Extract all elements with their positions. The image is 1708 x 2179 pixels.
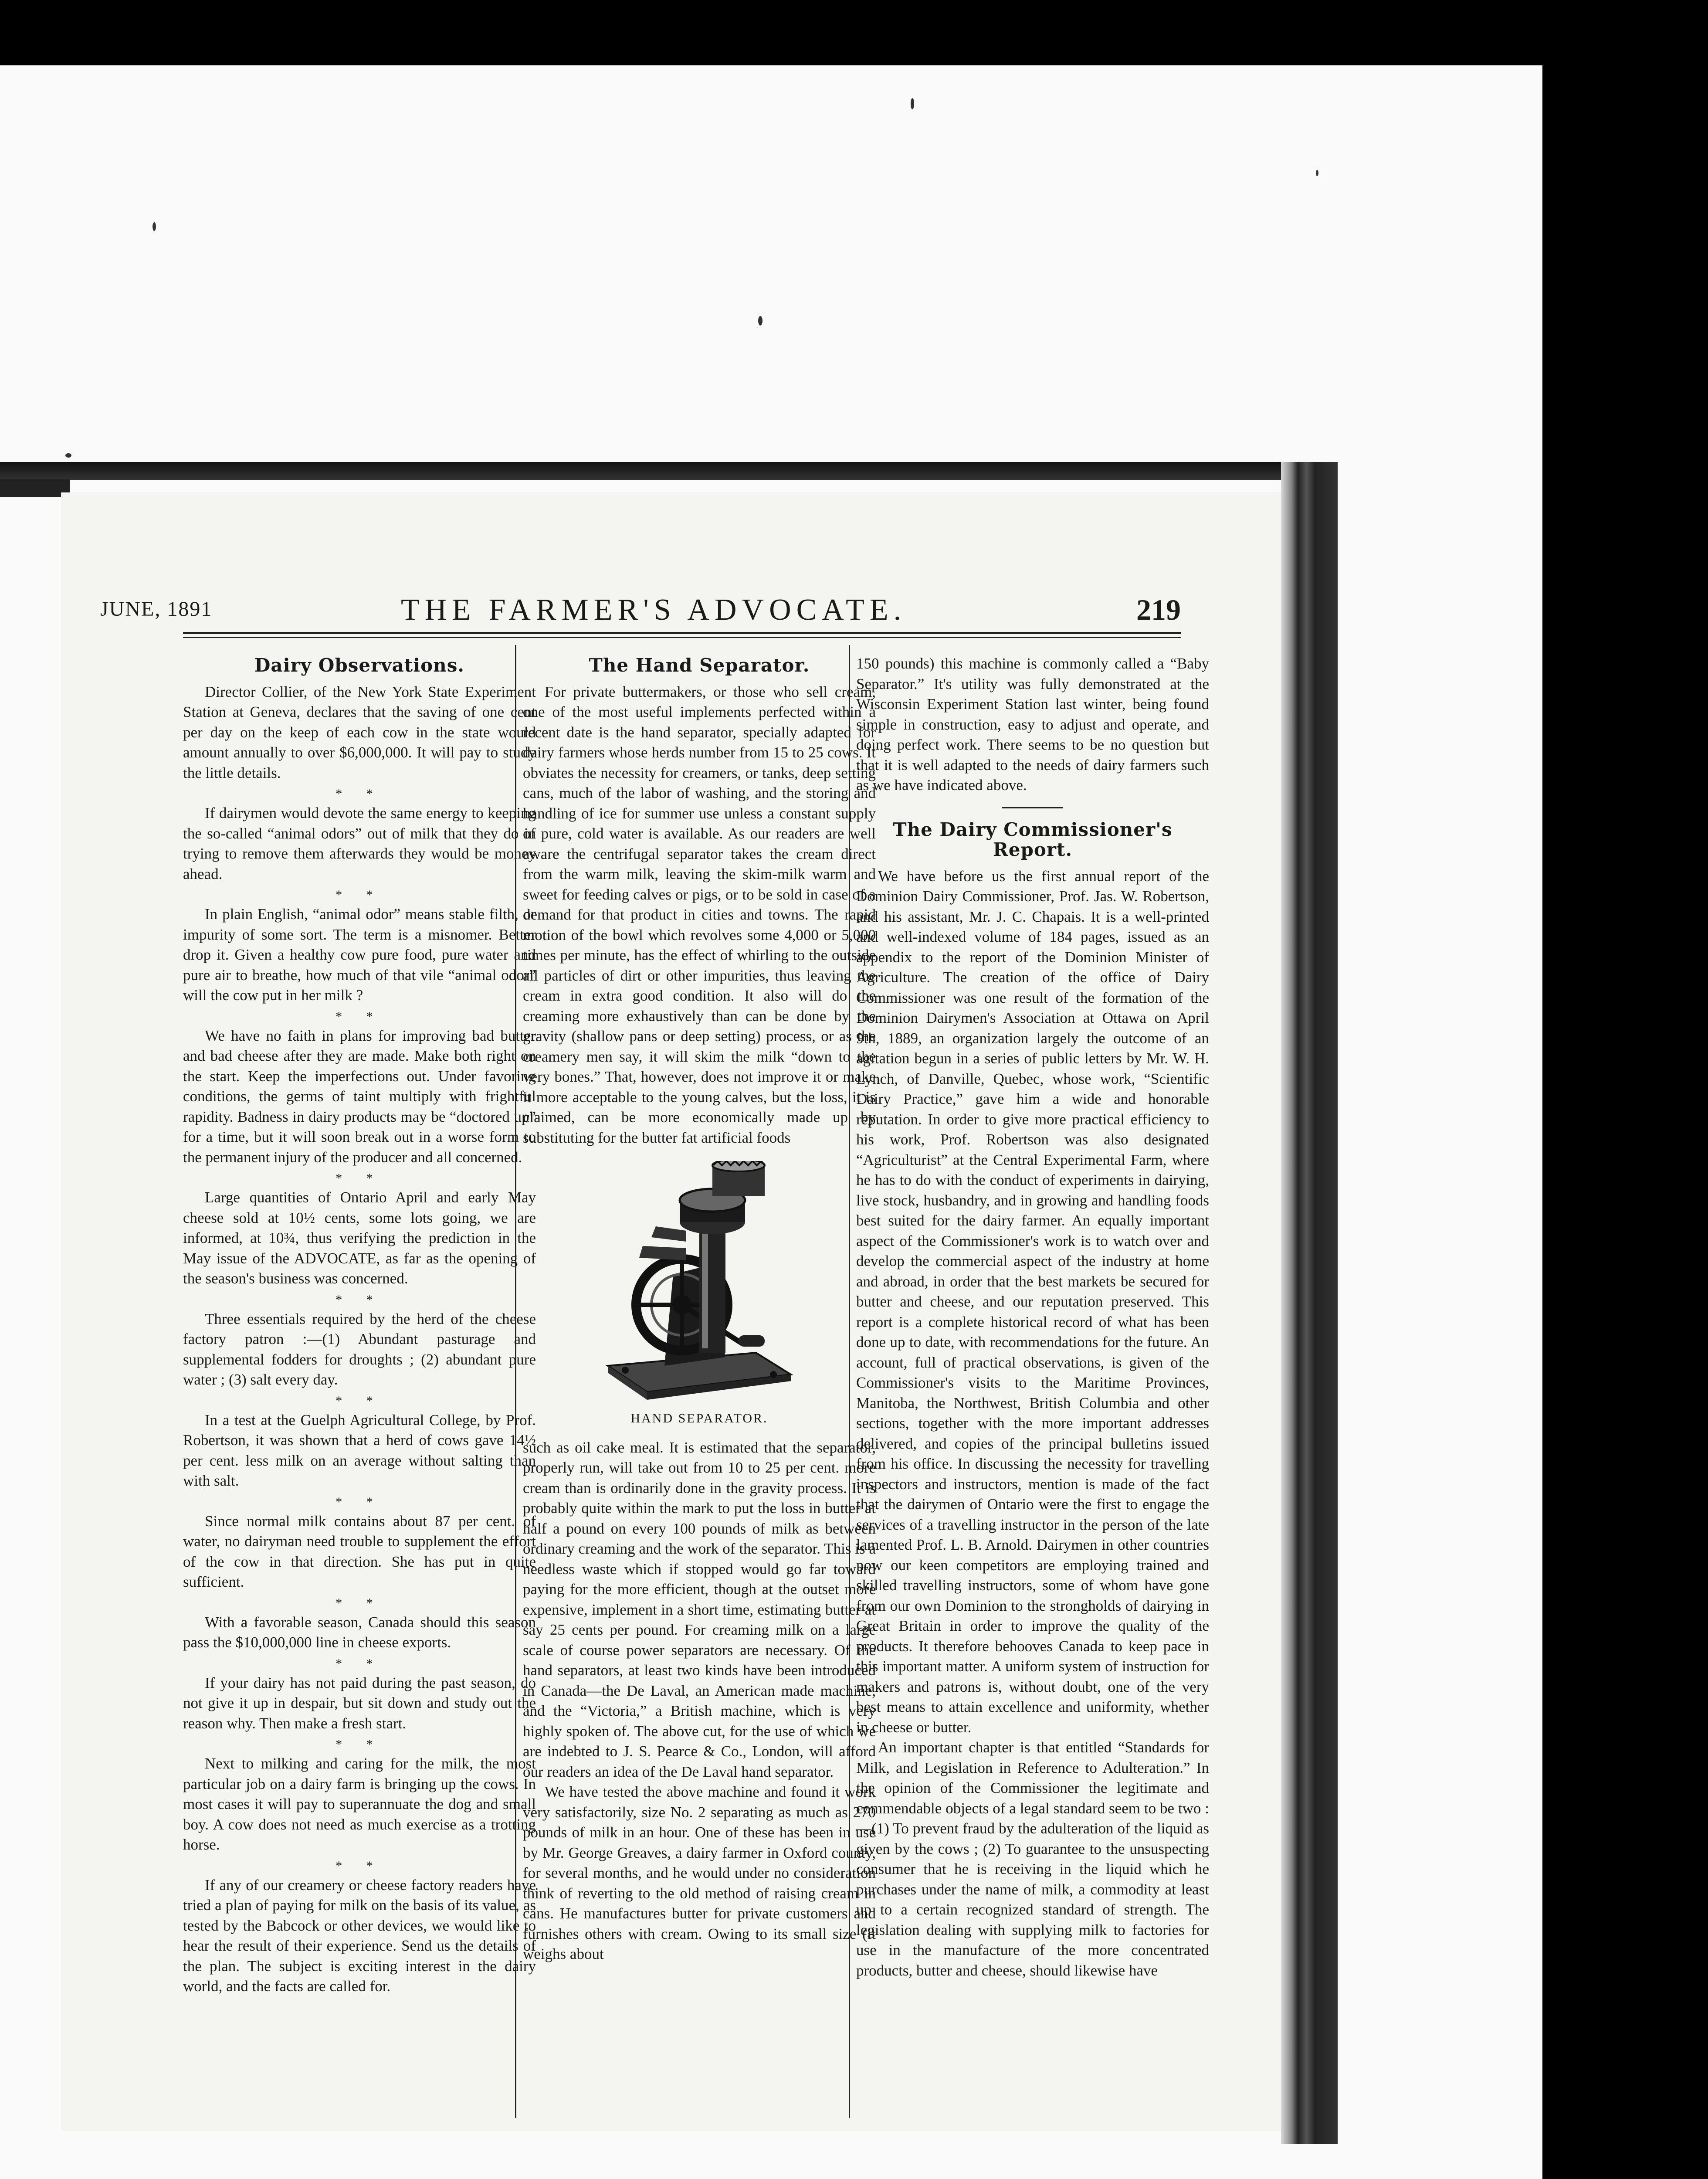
separator-stars: * * [336,1737,383,1751]
paragraph: If any of our creamery or cheese factory readers have tried a plan of paying for milk on the basis of its value, as tested by the Babcock or other devices, we would like to hear the result of their experience. Send us the details of the plan. The subject is exciting interest in the dairy world, and the facts are called for. [183,1876,536,1995]
masthead [100,593,1181,632]
paragraph: Three essentials required by the herd of the cheese factory patron :—(1) Abundant pasturage and supplemental fodders for droughts ; (2) abundant pure water ; (3) salt every day. [183,1310,536,1388]
paragraph: We have tested the above machine and found it work very satisfactorily, size No. 2 separating as much as 270 pounds of milk in an hour. One of these has been in use by Mr. George Greaves, a dairy farmer in Oxford county, for several months, and he would under no consideration think of reverting to the old method of raising cream in cans. He manufactures butter for private customers and furnishes others with cream. Owing to its small size (it weighs about [523,1783,876,1962]
scan-speck [152,222,156,231]
paragraph: With a favorable season, Canada should this season pass the $10,000,000 line in cheese exports. [183,1613,536,1651]
issue-date: JUNE, 1891 [100,597,213,621]
paragraph: such as oil cake meal. It is estimated that the separator, properly run, will take out from 10 to 25 per cent. more cream than is ordinarily done in the gravity process. It is probably quite within the mark to put the loss in butter at half a pound on every 100 pounds of milk as between ordinary creaming and the work of the separator. This is a needless waste which if stopped would go far toward paying for the more efficient, though at the outset more expensive, implement in a short time, estimating butter at say 25 cents per pound. For creaming milk on a large scale of course power separators are necessary. Of the hand separators, at least two kinds have been introduced in Canada—the De Laval, an American made machine, and the “Victoria,” a British machine, which is very highly spoken of. The above cut, for the use of which we are indebted to J. S. Pearce & Co., London, will afford our readers an idea of the De Laval hand separator. [523,1439,876,1780]
article-title: The Hand Separator. [589,655,810,676]
paragraph: Since normal milk contains about 87 per cent. of water, no dairyman need trouble to supplement the effort of the cow in that direction. She has put in quite sufficient. [183,1512,536,1590]
column-dairy-observations [183,654,536,1997]
scan-speck [65,453,71,458]
separator-stars: * * [336,1393,383,1408]
masthead-rule [183,632,1181,634]
paragraph: If your dairy has not paid during the past season, do not give it up in despair, but sit down and study out the reason why. Then make a fresh start. [183,1674,536,1732]
scan-speck [911,98,914,109]
paragraph: We have before us the first annual report of the Dominion Dairy Commissioner, Prof. Jas. W. Robertson, and his assistant, Mr. J. C. Chapais. It is a well-printed and well-indexed volume of 184 pages, issued as an appendix to the report of the Dominion Minister of Agriculture. The creation of the office of Dairy Commissioner was one result of the formation of the Dominion Dairymen's Association at Ottawa on April 9th, 1889, an organization largely the outcome of an agitation begun in a series of public letters by Mr. W. H. Lynch, of Danville, Quebec, whose work, “Scientific Dairy Practice,” gave him a wide and honorable reputation. In order to give more practical efficiency to his work, Prof. Robertson was also designated “Agriculturist” at the Central Experimental Farm, where he has to do with the conduct of experiments in dairying, live stock, husbandry, and in growing and handling foods best suited for the dairy farmer. An equally important aspect of the Commissioner's work is to watch over and develop the commercial aspect of the industry at home and abroad, in order that the best markets be secured for butter and cheese, and our reputation preserved. This report is a complete historical record of what has been done up to date, with recommendations for the future. An account, full of practical observations, is given of the Commissioner's visits to the Maritime Provinces, Manitoba, the Northwest, British Columbia and other sections, together with the more important addresses delivered, and copies of the principal bulletins issued from his office. In discussing the necessity for travelling inspectors and instructors, mention is made of the fact that the dairymen of Ontario were the first to engage the services of a travelling instructor in the person of the late lamented Prof. L. B. Arnold. Dairymen in other countries now our keen competitors are employing trained and skilled travelling instructors, some of whom have gone from our own Dominion to the strongholds of dairying in Great Britain in order to improve the quality of the products. It therefore behooves Canada to keep pace in this important matter. A uniform system of instruction for makers and patrons is, without doubt, one of the very best means to attain excellence and uniformity, whether in cheese or butter. [856,867,1209,1736]
article-divider [1002,807,1063,808]
separator-stars: * * [336,1858,383,1873]
separator-stars: * * [336,1656,383,1671]
page-binding-edge [1281,462,1338,2144]
page-top-shadow [0,462,1333,480]
scan-speck [1316,170,1318,176]
article-title: Dairy Observations. [254,655,464,676]
hand-separator-figure [523,1161,876,1429]
paragraph: Large quantities of Ontario April and early May cheese sold at 10½ cents, some lots going, we are informed, at 10¾, thus verifying the prediction in the May issue of the ADVOCATE, as far as the opening of the season's business was concerned. [183,1189,536,1287]
masthead-rule-thin [183,637,1181,638]
film-border-right [1542,0,1708,2179]
paragraph: We have no faith in plans for improving bad butter and bad cheese after they are made. Make both right on the start. Keep the imperfections out. Under favoring conditions, the germs of taint multiply with frightful rapidity. Badness in dairy products may be “doctored up” for a time, but it will soon break out in a worse form to the permanent injury of the producer and all concerned. [183,1027,536,1166]
paragraph: In a test at the Guelph Agricultural College, by Prof. Robertson, it was shown that a herd of cows gave 14½ per cent. less milk on an average without salting than with salt. [183,1411,536,1489]
paragraph-continuation: 150 pounds) this machine is commonly called a “Baby Separator.” It's utility was fully demonstrated at the Wisconsin Experiment Station last winter, being found simple in construction, easy to adjust and operate, and doing perfect work. There seems to be no question but that it is well adapted to the needs of dairy farmers such as we have indicated above. [856,655,1209,794]
page-left-shadow [0,479,70,497]
separator-stars: * * [336,787,383,801]
paragraph: In plain English, “animal odor” means stable filth, or impurity of some sort. The term is a misnomer. Better drop it. Given a healthy cow pure food, pure water and pure air to breathe, how much of that vile “animal odor” will the cow put in her milk ? [183,906,536,1004]
paragraph: Next to milking and caring for the milk, the most particular job on a dairy farm is bringing up the cows. In most cases it will pay to superannuate the dog and small boy. A cow does not need as much exercise as a trotting horse. [183,1755,536,1853]
separator-stars: * * [336,1009,383,1024]
figure-caption: HAND SEPARATOR. [630,1411,768,1426]
scan-speck [758,316,762,326]
page-number: 219 [1136,593,1181,626]
column-dairy-commissioner [856,654,1209,1981]
separator-stars: * * [336,1292,383,1307]
paragraph: For private buttermakers, or those who sell cream, one of the most useful implements perfected within a recent date is the hand separator, specially adapted for dairy farmers whose herds number from 15 to 25 cows. It obviates the necessity for creamers, or tanks, deep setting cans, much of the labor of washing, and the storing and handling of ice for summer use unless a constant supply of pure, cold water is available. As our readers are well aware the centrifugal separator takes the cream direct from the warm milk, leaving the skim-milk warm and sweet for feeding calves or pigs, or to be sold in case of a demand for that product in cities and towns. The rapid motion of the bowl which revolves some 4,000 or 5,000 times per minute, has the effect of whirling to the outside all particles of dirt or other impurities, thus leaving the cream in extra good condition. It also will do the creaming more exhaustively than can be done by the gravity (shallow pans or deep setting) process, or as the creamery men say, it will skim the milk “down to the very bones.” That, however, does not improve it or make it more acceptable to the young calves, but the loss, it is claimed, can be more economically made up by substituting for the butter fat artificial foods [523,683,876,1146]
hand-separator-illustration [599,1161,800,1405]
paragraph: An important chapter is that entitled “Standards for Milk, and Legislation in Reference to Adulteration.” In the opinion of the Commissioner the legitimate and commendable objects of a legal standard seem to be two :—(1) To prevent fraud by the adulteration of the liquid as given by the cows ; (2) To guarantee to the unsuspecting consumer that he is receiving in the liquid which he purchases under the name of milk, a commodity at least up to a certain recognized standard of strength. The legislation dealing with supplying milk to factories for use in the manufacture of the more concentrated products, butter and cheese, should likewise have [856,1739,1209,1979]
column-hand-separator [523,654,876,1965]
separator-stars: * * [336,888,383,902]
separator-stars: * * [336,1171,383,1185]
paragraph: If dairymen would devote the same energy to keeping the so-called “animal odors” out of milk that they do in trying to remove them afterwards they would be money ahead. [183,804,536,882]
separator-stars: * * [336,1494,383,1509]
separator-stars: * * [336,1595,383,1610]
article-title: The Dairy Commissioner's Report. [893,818,1173,860]
publication-title: THE FARMER'S ADVOCATE. [401,593,907,627]
paragraph: Director Collier, of the New York State Experiment Station at Geneva, declares that the saving of one cent per day on the keep of each cow in the state would amount annually to over $6,000,000. It will pay to study the little details. [183,683,536,781]
